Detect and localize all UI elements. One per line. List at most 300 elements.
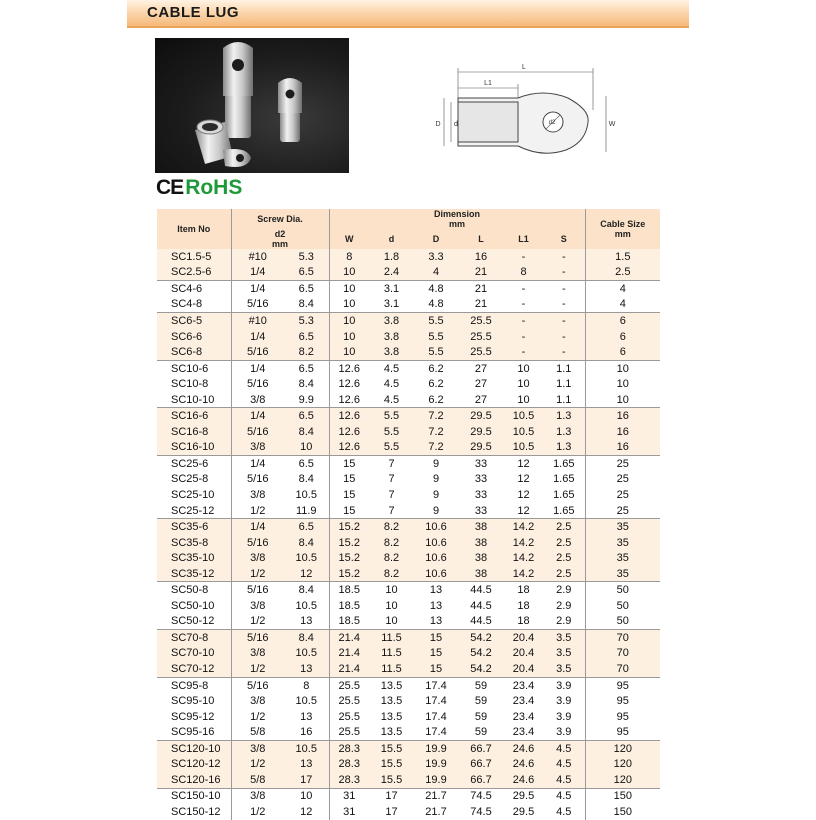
cell-item-no: SC25-6 xyxy=(157,456,231,472)
cell-D: 13 xyxy=(429,615,443,628)
cell-D: 15 xyxy=(429,647,443,660)
cell-screw-d2: 8.4 xyxy=(284,472,329,488)
cell-L1: 14.2 xyxy=(512,567,535,580)
cell-d: 10 xyxy=(369,582,414,598)
table-row xyxy=(157,519,660,535)
table-row xyxy=(157,566,660,582)
cell-W: 18.5 xyxy=(338,615,360,628)
cell-d: 3.1 xyxy=(369,281,414,297)
cell-cable-size: 70 xyxy=(585,661,660,677)
cell-D: 4 xyxy=(432,266,440,279)
cell-d: 8.2 xyxy=(369,519,414,535)
cell-cable-size: 6 xyxy=(585,329,660,345)
cell-L: 44.5 xyxy=(470,615,492,628)
cell-W: 10 xyxy=(343,346,356,359)
table-row xyxy=(157,535,660,551)
cell-S: 1.3 xyxy=(556,441,572,454)
cell-L1: 10.5 xyxy=(504,408,543,424)
row-group xyxy=(157,408,660,456)
cell-screw-d2: 13 xyxy=(284,614,329,630)
cell-S: 4.5 xyxy=(556,758,572,771)
cell-d: 7 xyxy=(369,456,414,472)
table-row xyxy=(157,456,660,472)
cell-D: 7.2 xyxy=(428,425,444,438)
table-row xyxy=(157,392,660,408)
certification-marks xyxy=(156,177,242,199)
cell-cable-size: 10 xyxy=(585,376,660,392)
ce-mark: CE xyxy=(156,176,184,199)
header-cable-size-unit: mm xyxy=(614,229,631,239)
header-D: D xyxy=(432,234,440,244)
cell-D: 5.5 xyxy=(428,330,444,343)
table-row xyxy=(157,249,660,265)
cell-L: 54.2 xyxy=(470,647,492,660)
cell-item-no: SC35-6 xyxy=(157,519,231,535)
table-row xyxy=(157,440,660,456)
row-group xyxy=(157,360,660,408)
row-group xyxy=(157,519,660,582)
cell-item-no: SC95-10 xyxy=(157,693,231,709)
cell-screw-size: 5/16 xyxy=(247,346,269,359)
cell-screw-d2: 11.9 xyxy=(284,503,329,519)
dim-label-W: W xyxy=(608,121,616,128)
cell-screw-size: 5/16 xyxy=(231,582,284,598)
cell-S: 1.1 xyxy=(556,393,572,406)
cell-screw-size: #10 xyxy=(231,313,284,329)
cell-cable-size: 50 xyxy=(585,582,660,598)
cell-L1: 8 xyxy=(520,266,527,279)
cell-screw-d2: 8.4 xyxy=(284,582,329,598)
cell-screw-size: 3/8 xyxy=(250,552,266,565)
cell-L: 27 xyxy=(458,360,504,376)
table-row xyxy=(157,582,660,598)
cell-d: 2.4 xyxy=(383,266,400,279)
cell-D: 5.5 xyxy=(428,346,444,359)
header-item-no: Item No xyxy=(157,209,231,249)
table-row xyxy=(157,360,660,376)
cell-W: 31 xyxy=(343,805,356,818)
cell-d: 13.5 xyxy=(380,710,403,723)
cell-d: 3.8 xyxy=(383,346,400,359)
cell-d: 4.5 xyxy=(383,378,400,391)
cell-screw-d2: 10.5 xyxy=(284,693,329,709)
cell-L1: 14.2 xyxy=(512,536,535,549)
table-row xyxy=(157,408,660,424)
cell-L: 27 xyxy=(474,378,488,391)
cell-L1: 10.5 xyxy=(512,441,535,454)
cell-screw-size: 1/2 xyxy=(250,567,266,580)
table-row xyxy=(157,424,660,440)
cell-screw-d2: 8 xyxy=(284,677,329,693)
header-cable-size xyxy=(585,209,660,249)
cell-screw-d2: 10 xyxy=(284,788,329,804)
cell-W: 12.6 xyxy=(338,425,360,438)
cell-D: 10.6 xyxy=(425,536,447,549)
cell-L1: 20.4 xyxy=(504,630,543,646)
cell-W: 10 xyxy=(329,313,369,329)
cell-item-no: SC4-6 xyxy=(157,281,231,297)
cell-W: 10 xyxy=(343,298,356,311)
cell-d: 7 xyxy=(388,488,395,501)
cell-D: 4.8 xyxy=(428,298,444,311)
cell-W: 12.6 xyxy=(338,441,360,454)
cell-screw-d2: 13 xyxy=(284,757,329,773)
table-row xyxy=(157,772,660,788)
table-row xyxy=(157,724,660,740)
cell-d: 13.5 xyxy=(380,726,403,739)
cell-L: 25.5 xyxy=(470,330,492,343)
cell-L1: - xyxy=(521,346,526,359)
cell-d: 5.5 xyxy=(383,425,400,438)
table-row xyxy=(157,614,660,630)
cell-screw-size: 3/8 xyxy=(250,695,266,708)
cell-L1: 14.2 xyxy=(504,519,543,535)
cell-W: 12.6 xyxy=(329,360,369,376)
table-row xyxy=(157,788,660,804)
table-row xyxy=(157,740,660,756)
cell-item-no: SC150-12 xyxy=(157,804,231,820)
cell-screw-size: 5/16 xyxy=(247,378,269,391)
cell-screw-size: 5/8 xyxy=(250,773,266,786)
cell-cable-size: 6 xyxy=(585,344,660,360)
header-screw-d2: d2 xyxy=(274,229,286,239)
cell-S: 1.65 xyxy=(553,473,575,486)
cell-D: 3.3 xyxy=(428,250,444,263)
cell-L: 29.5 xyxy=(470,441,492,454)
cell-screw-size: 3/8 xyxy=(231,788,284,804)
cell-L1: 12 xyxy=(517,488,530,501)
cell-S: 3.5 xyxy=(556,662,572,675)
cell-d: 3.8 xyxy=(369,313,414,329)
row-group xyxy=(157,313,660,361)
cell-cable-size: 120 xyxy=(585,772,660,788)
dim-label-d2: d2 xyxy=(548,120,556,126)
cell-screw-d2: 17 xyxy=(284,772,329,788)
cell-d: 10 xyxy=(385,615,398,628)
cell-item-no: SC120-16 xyxy=(157,772,231,788)
cell-item-no: SC120-12 xyxy=(157,757,231,773)
cell-L: 66.7 xyxy=(458,740,504,756)
cell-L: 59 xyxy=(474,710,488,723)
cell-screw-size: 1/2 xyxy=(250,758,266,771)
cell-L: 74.5 xyxy=(458,788,504,804)
cell-cable-size: 25 xyxy=(585,456,660,472)
cell-D: 6.2 xyxy=(414,360,458,376)
header-S: S xyxy=(560,234,567,244)
cell-L1: 18 xyxy=(517,615,530,628)
cell-item-no: SC2.5-6 xyxy=(157,265,231,281)
cell-S: 1.1 xyxy=(543,360,585,376)
cell-L1: 24.6 xyxy=(512,758,535,771)
cell-cable-size: 10 xyxy=(585,360,660,376)
cell-item-no: SC16-8 xyxy=(157,424,231,440)
cell-screw-d2: 12 xyxy=(284,566,329,582)
cell-item-no: SC4-8 xyxy=(157,297,231,313)
cell-L: 33 xyxy=(474,473,488,486)
cell-L1: 29.5 xyxy=(504,788,543,804)
cell-W: 12.6 xyxy=(338,393,360,406)
cell-W: 25.5 xyxy=(338,726,360,739)
cell-d: 8.2 xyxy=(383,552,400,565)
cell-W: 12.6 xyxy=(338,378,360,391)
cell-L1: 12 xyxy=(504,456,543,472)
cell-cable-size: 2.5 xyxy=(585,265,660,281)
cell-item-no: SC70-8 xyxy=(157,630,231,646)
cell-L: 33 xyxy=(474,488,488,501)
cell-cable-size: 150 xyxy=(585,788,660,804)
cell-d: 15.5 xyxy=(380,773,403,786)
cell-cable-size: 16 xyxy=(585,408,660,424)
cell-D: 9 xyxy=(432,504,440,517)
cell-screw-d2: 6.5 xyxy=(284,456,329,472)
cell-screw-d2: 6.5 xyxy=(284,408,329,424)
table-row xyxy=(157,329,660,345)
cell-item-no: SC50-8 xyxy=(157,582,231,598)
cell-cable-size: 50 xyxy=(585,598,660,614)
cell-screw-size: 1/4 xyxy=(250,266,266,279)
cell-D: 21.7 xyxy=(414,788,458,804)
cell-d: 10 xyxy=(385,599,398,612)
cell-d: 1.8 xyxy=(383,250,400,263)
cell-D: 9 xyxy=(432,473,440,486)
cell-D: 10.6 xyxy=(425,552,447,565)
cell-D: 9 xyxy=(414,456,458,472)
cell-screw-size: 5/16 xyxy=(247,298,269,311)
cell-W: 25.5 xyxy=(338,695,360,708)
cell-screw-size: 3/8 xyxy=(231,740,284,756)
cell-L1: 14.2 xyxy=(512,552,535,565)
cell-L: 21 xyxy=(474,266,488,279)
header-dimension-unit: mm xyxy=(449,219,466,229)
cell-W: 10 xyxy=(343,330,356,343)
dim-label-D: D xyxy=(435,121,441,128)
cell-cable-size: 4 xyxy=(585,281,660,297)
dim-label-L: L xyxy=(522,64,526,71)
cell-item-no: SC1.5-5 xyxy=(157,249,231,265)
cell-S: 1.3 xyxy=(556,425,572,438)
table-row xyxy=(157,677,660,693)
cell-cable-size: 150 xyxy=(585,804,660,820)
cell-L: 74.5 xyxy=(470,805,492,818)
cell-D: 7.2 xyxy=(428,441,444,454)
header-screw-dia xyxy=(231,209,329,229)
header-L: L xyxy=(478,234,484,244)
cell-L1: 12 xyxy=(517,473,530,486)
cell-W: 28.3 xyxy=(338,758,360,771)
header-screw-sub xyxy=(231,229,329,249)
cell-d: 5.5 xyxy=(383,441,400,454)
cell-D: 21.7 xyxy=(425,805,447,818)
table-row xyxy=(157,709,660,725)
cell-screw-size: #10 xyxy=(248,250,267,263)
cell-screw-size: 1/4 xyxy=(231,519,284,535)
cell-cable-size: 25 xyxy=(585,472,660,488)
page-title: CABLE LUG xyxy=(147,4,239,21)
cell-S: 4.5 xyxy=(556,805,572,818)
cell-cable-size: 120 xyxy=(585,757,660,773)
table-row xyxy=(157,472,660,488)
cell-cable-size: 70 xyxy=(585,630,660,646)
cell-item-no: SC35-8 xyxy=(157,535,231,551)
cell-d: 13.5 xyxy=(369,677,414,693)
cell-item-no: SC70-10 xyxy=(157,646,231,662)
cell-D: 10.6 xyxy=(425,567,447,580)
cell-cable-size: 16 xyxy=(585,440,660,456)
cell-item-no: SC70-12 xyxy=(157,661,231,677)
cell-L: 38 xyxy=(474,552,488,565)
product-photo xyxy=(155,38,349,173)
cell-W: 18.5 xyxy=(329,582,369,598)
cell-W: 31 xyxy=(329,788,369,804)
cell-d: 3.8 xyxy=(383,330,400,343)
cell-S: - xyxy=(561,346,566,359)
cell-W: 15 xyxy=(343,504,356,517)
cell-S: - xyxy=(561,266,566,279)
cell-screw-size: 1/2 xyxy=(250,710,266,723)
cell-D: 17.4 xyxy=(425,710,447,723)
cell-S: - xyxy=(543,313,585,329)
cell-L1: 12 xyxy=(517,504,530,517)
cell-L: 25.5 xyxy=(470,346,492,359)
cell-W: 21.4 xyxy=(338,662,360,675)
cell-S: 1.65 xyxy=(553,488,575,501)
cell-screw-d2: 5.3 xyxy=(284,249,329,265)
cell-L1: - xyxy=(521,250,526,263)
cell-W: 12.6 xyxy=(329,408,369,424)
cell-L: 33 xyxy=(474,504,488,517)
row-group xyxy=(157,740,660,788)
table-row xyxy=(157,281,660,297)
cell-L1: 24.6 xyxy=(512,773,535,786)
cell-S: 2.9 xyxy=(543,582,585,598)
cell-S: 4.5 xyxy=(543,740,585,756)
cell-screw-d2: 10.5 xyxy=(284,550,329,566)
cell-screw-size: 3/8 xyxy=(250,599,266,612)
cell-item-no: SC120-10 xyxy=(157,740,231,756)
cell-cable-size: 4 xyxy=(585,297,660,313)
cell-D: 7.2 xyxy=(414,408,458,424)
cell-screw-d2: 6.5 xyxy=(284,281,329,297)
cell-d: 3.1 xyxy=(383,298,400,311)
cell-d: 5.5 xyxy=(369,408,414,424)
cell-d: 8.2 xyxy=(383,536,400,549)
cell-D: 17.4 xyxy=(425,695,447,708)
cell-D: 17.4 xyxy=(414,677,458,693)
cell-screw-d2: 8.4 xyxy=(284,297,329,313)
row-group xyxy=(157,456,660,519)
cell-L1: 18 xyxy=(517,599,530,612)
cell-screw-d2: 10.5 xyxy=(284,598,329,614)
cell-item-no: SC35-10 xyxy=(157,550,231,566)
header-screw-dia-title: Screw Dia. xyxy=(257,214,303,224)
cell-screw-size: 5/8 xyxy=(250,726,266,739)
cell-S: 1.65 xyxy=(543,456,585,472)
cell-item-no: SC10-6 xyxy=(157,360,231,376)
technical-drawing xyxy=(418,60,618,170)
cell-L1: - xyxy=(504,281,543,297)
row-group xyxy=(157,281,660,313)
cell-d: 11.5 xyxy=(381,647,402,660)
table-row xyxy=(157,313,660,329)
cell-W: 10 xyxy=(329,281,369,297)
cell-S: 2.5 xyxy=(543,519,585,535)
table-row xyxy=(157,757,660,773)
cell-W: 15 xyxy=(343,473,356,486)
cell-screw-d2: 9.9 xyxy=(284,392,329,408)
cell-W: 28.3 xyxy=(338,773,360,786)
row-group xyxy=(157,249,660,281)
cell-cable-size: 10 xyxy=(585,392,660,408)
cell-S: 2.9 xyxy=(556,599,572,612)
cell-screw-size: 3/8 xyxy=(250,488,266,501)
cell-L: 38 xyxy=(474,567,488,580)
header-cable-size-title: Cable Size xyxy=(600,219,646,229)
cell-L: 59 xyxy=(474,726,488,739)
cell-L: 66.7 xyxy=(470,773,492,786)
cell-screw-size: 5/16 xyxy=(247,425,269,438)
cell-D: 17.4 xyxy=(425,726,447,739)
cell-L: 29.5 xyxy=(458,408,504,424)
cell-L: 21 xyxy=(458,281,504,297)
cell-L: 59 xyxy=(458,677,504,693)
row-group xyxy=(157,788,660,820)
lug-large xyxy=(223,42,253,138)
cell-L1: 20.4 xyxy=(512,647,535,660)
header-L1: L1 xyxy=(518,234,529,244)
cell-D: 13 xyxy=(414,582,458,598)
cell-screw-d2: 10.5 xyxy=(284,487,329,503)
table-row xyxy=(157,630,660,646)
cell-L1: 23.4 xyxy=(504,677,543,693)
header-W: W xyxy=(345,234,354,244)
cell-screw-d2: 6.5 xyxy=(284,265,329,281)
cell-item-no: SC10-10 xyxy=(157,392,231,408)
cell-L: 33 xyxy=(458,456,504,472)
cell-D: 9 xyxy=(432,488,440,501)
cell-S: 3.9 xyxy=(556,710,572,723)
cell-S: 1.3 xyxy=(543,408,585,424)
cell-D: 19.9 xyxy=(425,773,447,786)
cell-cable-size: 95 xyxy=(585,693,660,709)
cell-L: 38 xyxy=(458,519,504,535)
table-row xyxy=(157,693,660,709)
cell-W: 18.5 xyxy=(338,599,360,612)
cell-S: 1.1 xyxy=(556,378,572,391)
cell-D: 10.6 xyxy=(414,519,458,535)
cell-S: 3.9 xyxy=(556,695,572,708)
cell-screw-d2: 13 xyxy=(284,709,329,725)
cell-screw-size: 3/8 xyxy=(250,441,266,454)
cell-screw-d2: 10.5 xyxy=(284,646,329,662)
cell-screw-size: 1/2 xyxy=(250,504,266,517)
cell-screw-size: 1/2 xyxy=(250,662,266,675)
cell-screw-d2: 8.4 xyxy=(284,630,329,646)
cell-screw-size: 5/16 xyxy=(247,536,269,549)
table-row xyxy=(157,804,660,820)
table-row xyxy=(157,265,660,281)
cell-S: - xyxy=(561,250,566,263)
cell-d: 13.5 xyxy=(380,695,403,708)
cell-W: 15 xyxy=(329,456,369,472)
table-row xyxy=(157,661,660,677)
cell-L: 66.7 xyxy=(470,758,492,771)
cell-screw-d2: 6.5 xyxy=(284,329,329,345)
cell-W: 21.4 xyxy=(338,647,360,660)
cell-cable-size: 50 xyxy=(585,614,660,630)
cell-d: 15.5 xyxy=(380,758,403,771)
cell-S: 3.5 xyxy=(543,630,585,646)
cell-d: 4.5 xyxy=(383,393,400,406)
